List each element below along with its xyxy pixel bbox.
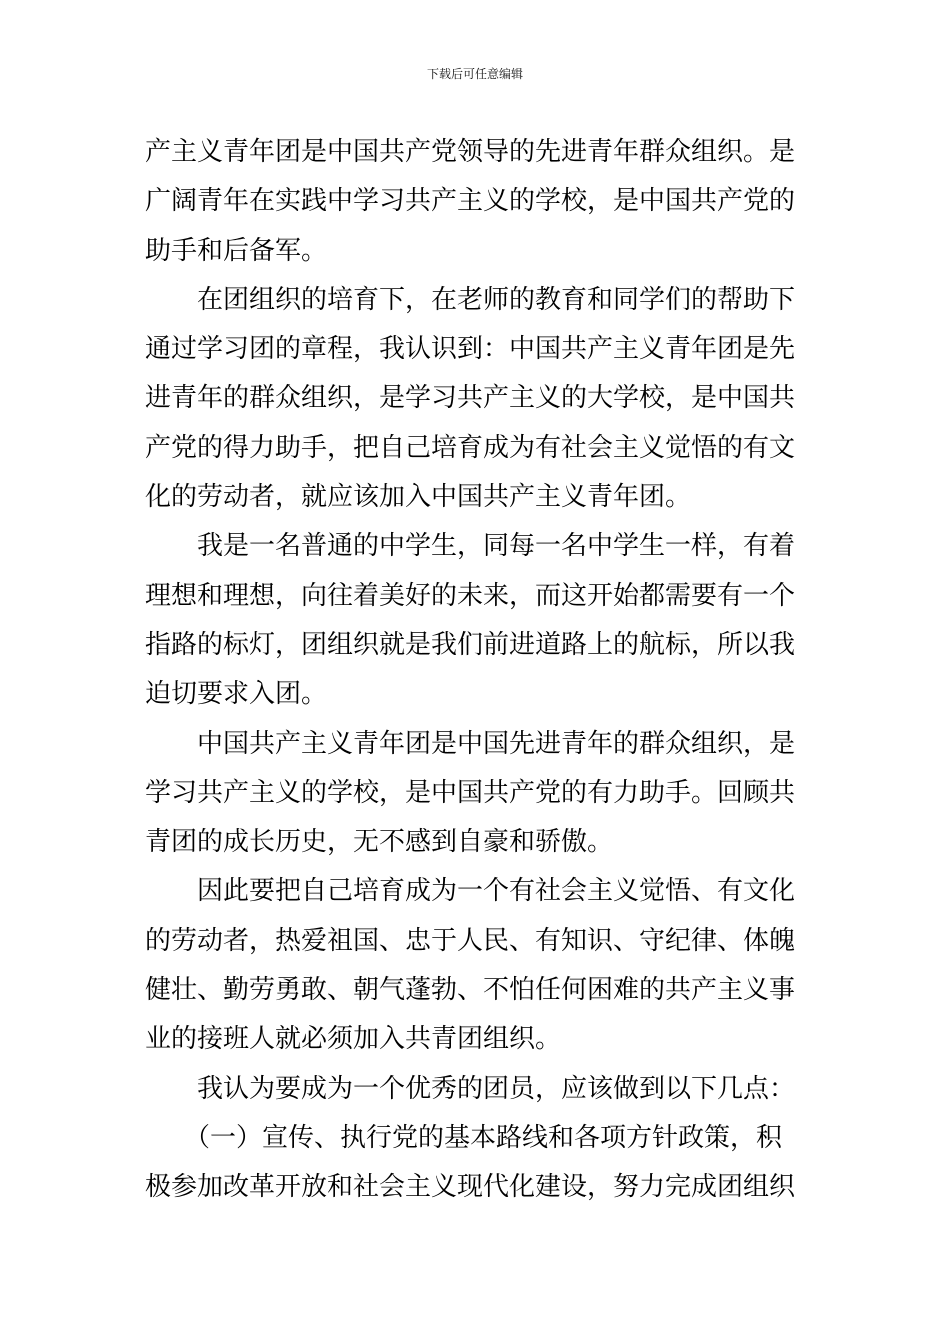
text-line: （一）宣传、执行党的基本路线和各项方针政策，积	[145, 1122, 783, 1153]
text-line: 产党的得力助手，把自己培育成为有社会主义觉悟的有文	[145, 432, 796, 463]
text-line: 极参加改革开放和社会主义现代化建设，努力完成团组织	[145, 1172, 796, 1203]
text-line: 指路的标灯，团组织就是我们前进道路上的航标，所以我	[145, 629, 796, 660]
text-line: 的劳动者，热爱祖国、忠于人民、有知识、守纪律、体魄	[145, 925, 796, 956]
text-line: 健壮、勤劳勇敢、朝气蓬勃、不怕任何困难的共产主义事	[145, 975, 796, 1006]
text-line: 助手和后备军。	[145, 235, 328, 266]
text-line: 理想和理想，向往着美好的未来，而这开始都需要有一个	[145, 580, 796, 611]
text-line: 广阔青年在实践中学习共产主义的学校，是中国共产党的	[145, 186, 796, 217]
document-body	[145, 128, 810, 1213]
text-line: 业的接班人就必须加入共青团组织。	[145, 1024, 562, 1055]
text-line: 我认为要成为一个优秀的团员，应该做到以下几点：	[145, 1073, 796, 1104]
text-line: 在团组织的培育下，在老师的教育和同学们的帮助下	[145, 284, 796, 315]
text-line: 中国共产主义青年团是中国先进青年的群众组织，是	[145, 728, 796, 759]
text-line: 迫切要求入团。	[145, 679, 328, 710]
text-line: 青团的成长历史，无不感到自豪和骄傲。	[145, 827, 614, 858]
text-line: 学习共产主义的学校，是中国共产党的有力助手。回顾共	[145, 777, 796, 808]
text-line: 进青年的群众组织，是学习共产主义的大学校，是中国共	[145, 383, 796, 414]
text-line: 我是一名普通的中学生，同每一名中学生一样，有着	[145, 531, 796, 562]
text-line: 化的劳动者，就应该加入中国共产主义青年团。	[145, 482, 692, 513]
text-line: 产主义青年团是中国共产党领导的先进青年群众组织。是	[145, 137, 796, 167]
text-line: 因此要把自己培育成为一个有社会主义觉悟、有文化	[145, 876, 796, 907]
page-header: 下载后可任意编辑	[426, 67, 523, 81]
text-line: 通过学习团的章程，我认识到：中国共产主义青年团是先	[145, 334, 796, 365]
